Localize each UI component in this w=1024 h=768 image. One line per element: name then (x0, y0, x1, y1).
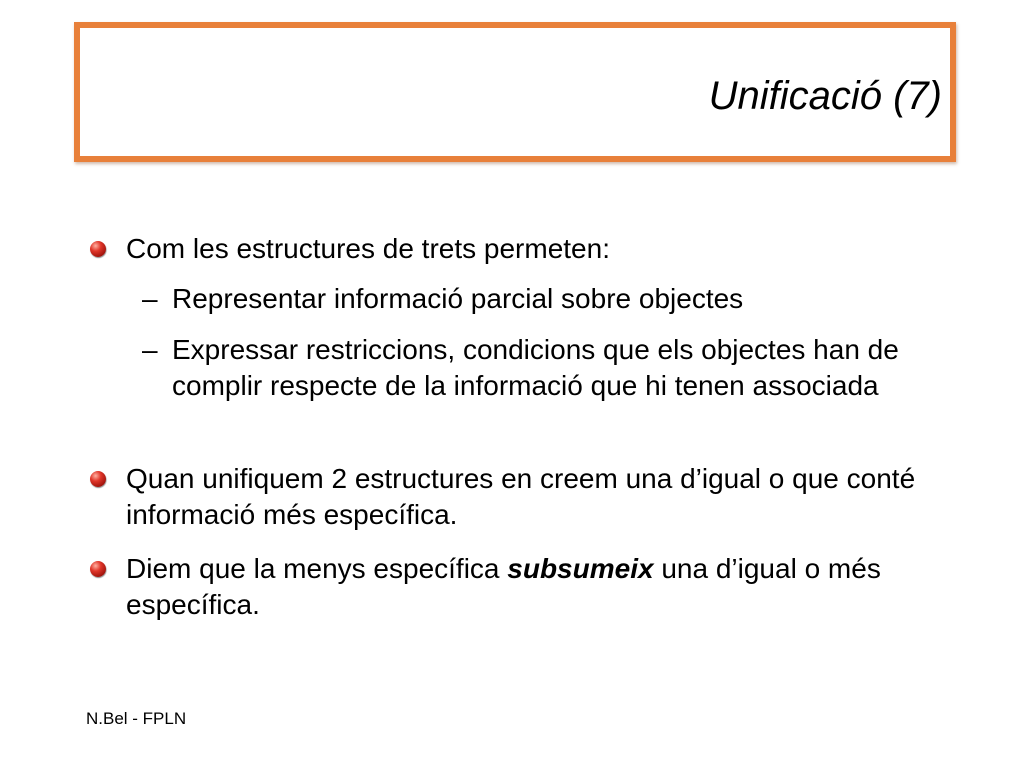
bullet-item-2 (126, 461, 946, 533)
red-sphere-bullet-icon (90, 471, 106, 487)
red-sphere-bullet-icon (90, 561, 106, 577)
dash-marker: – (142, 334, 158, 365)
bullet-item-3 (126, 551, 946, 623)
bullet-text-1: Com les estructures de trets permeten: (126, 233, 610, 264)
sub-item-text-1: Representar informació parcial sobre objectes (172, 283, 744, 314)
footer-author: N.Bel - FPLN (86, 709, 187, 728)
bullet-item-1 (126, 231, 946, 267)
bullet-text-2: Quan unifiquem 2 estructures en creem una d’igual o que conté informació més específica. (126, 463, 916, 530)
slide-title: Unificació (7) (708, 74, 942, 118)
emphasized-term: subsumeix (507, 553, 654, 584)
bullet-text-3-before: Diem que la menys específica (126, 553, 508, 584)
sub-item-1 (142, 281, 932, 317)
bullet-text-3-after: una d’igual o més específica. (126, 553, 881, 620)
dash-marker: – (142, 283, 158, 314)
red-sphere-bullet-icon (90, 241, 106, 257)
sub-item-text-2: Expressar restriccions, condicions que els objectes han de complir respecte de la informació que hi tenen associada (172, 334, 899, 401)
sub-item-2 (142, 332, 932, 404)
